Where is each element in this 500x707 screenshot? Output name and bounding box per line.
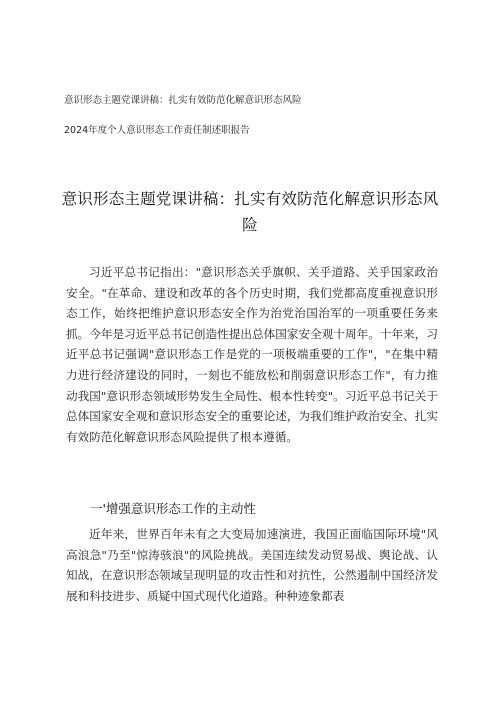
section-heading-1: 一'增强意识形态工作的主动性: [90, 501, 256, 516]
document-title: 意识形态主题党课讲稿：扎实有效防范化解意识形态风险: [61, 190, 439, 234]
toc-entry-annual-report[interactable]: 2024年度个人意识形态工作责任制述职报告: [64, 125, 250, 136]
body-paragraph-section1: 近年来，世界百年未有之大变局加速演进，我国正面临国际环境"风高浪急"乃至"惊涛骇浪"的风险挑战。美国连续发动贸易战、舆论战、认知战，在意识形态领域呈现明显的攻击性和对抗性，公然遏制中国经济发展和科技进步、质疑中国式现代化道路。种种迹象都表: [66, 527, 438, 603]
toc-entry-party-lecture[interactable]: 意识形态主题党课讲稿：扎实有效防范化解意识形态风险: [64, 95, 302, 106]
body-paragraph-intro: 习近平总书记指出："意识形态关乎旗帜、关乎道路、关乎国家政治安全。"在革命、建设和改革的各个历史时期，我们党都高度重视意识形态工作，始终把维护意识形态安全作为治党治国治军的一项重要任务来抓。今年是习近平总书记创造性提出总体国家安全观十周年。十年来，习近平总书记强调"意识形态工作是党的一项极端重要的工作"，"在集中精力进行经济建设的同时，一刻也不能放松和削弱意识形态工作"，有力推动我国"意识形态领域形势发生全局性、根本性转变"。习近平总书记关于总体国家安全观和意识形态安全的重要论述，为我们维护政治安全、扎实有效防范化解意识形态风险提供了根本遵循。: [66, 265, 438, 444]
